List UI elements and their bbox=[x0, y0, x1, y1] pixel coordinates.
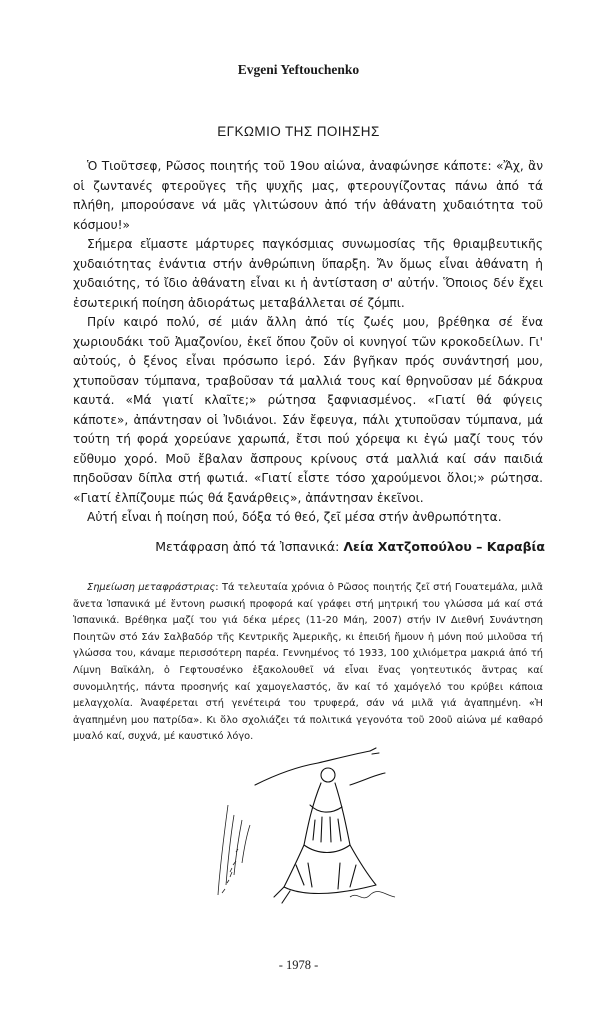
poem-title: ΕΓΚΩΜΙΟ ΤΗΣ ΠΟΙΗΣΗΣ bbox=[217, 124, 380, 139]
paragraph-4: Αὐτή εἶναι ἡ ποίηση πού, δόξα τό θεό, ζεῖ μέσα στήν ἀνθρωπότητα. bbox=[87, 510, 502, 524]
essay-body bbox=[73, 157, 543, 528]
translator-note bbox=[73, 580, 543, 746]
author-name: Evgeni Yeftouchenko bbox=[237, 62, 360, 77]
translation-credit bbox=[155, 539, 545, 554]
paragraph-2: Σήμερα εἴμαστε μάρτυρες παγκόσμιας συνωμοσίας τῆς θριαμβευτικῆς χυδαιότητας ἐνάντια στήν ἀνθρώπινη ὕπαρξη. Ἄν ὅμως εἶναι ἀθάνατη ἡ χυδαιότης, τό ἴδιο ἀθάνατη εἶναι κι ἡ ἀντίσταση σ' αὐτήν. Ὅποιος δέν ἔχει ἐσωτερική ποίηση ἀδιοράτως μεταβάλλεται σέ ζόμπι. bbox=[73, 237, 543, 310]
page-number: - 1978 - bbox=[278, 958, 319, 972]
note-label: Σημείωση μεταφράστριας bbox=[87, 582, 216, 593]
translator-name: Λεία Χατζοπούλου – Καραβία bbox=[343, 539, 545, 554]
note-text: : Τά τελευταία χρόνια ὁ Ρῶσος ποιητής ζεῖ στή Γουατεμάλα, μιλᾶ ἄνετα Ἰσπανικά μέ ἔντονη ρωσική προφορά καί γράφει στή μητρική του γλώσσα μά καί στά Ἰσπανικά. Βρέθηκα μαζί του γιά δέκα μέρες (11-20 Μάη, 2007) στήν IV Διεθνή Συνάντηση Ποιητῶν στό Σάν Σαλβαδόρ τῆς Κεντρικῆς Ἀμερικῆς, κι ἐπειδή ἤμουν ἡ μόνη πού μιλοῦσα τή γλώσσα του, κάναμε περισσότερη παρέα. Γεννημένος τό 1933, 100 χιλιόμετρα μακριά ἀπό τή Λίμνη Βαϊκάλη, ὁ Γεφτουσένκο ἐξακολουθεῖ νά εἶναι ἕνας γοητευτικός ἄντρας καί συνομιλητής, πάντα προσηνής καί χαμογελαστός, ἄν καί τό χαμόγελό του κρύβει κάποια μελαγχολία. Ἀναφέρεται στή γενέτειρά του τρυφερά, σάν νά μιλᾶ γιά ἀγαπημένη. «Ἡ ἀγαπημένη μου πατρίδα». Κι ὅλο σχολιάζει τά πολιτικά γεγονότα τοῦ 20οῦ αἰώνα μέ καθαρό μυαλό καί, συχνά, μέ καυστικό λόγο. bbox=[73, 582, 543, 743]
paragraph-3: Πρίν καιρό πολύ, σέ μιάν ἄλλη ἀπό τίς ζωές μου, βρέθηκα σέ ἕνα χωριουδάκι τοῦ Ἀμαζονίου, ἐκεῖ ὅπου ζοῦν οἱ κυνηγοί τῶν κροκοδείλων. Γι' αὐτούς, ὁ ξένος εἶναι πρόσωπο ἱερό. Σάν βγῆκαν πρός συνάντησή μου, χτυποῦσαν τύμπανα, τραβοῦσαν τά μαλλιά τους καί θρηνοῦσαν μέ δάκρυα καυτά. «Μά γιατί κλαῖτε;» ρώτησα ξαφνιασμένος. «Γιατί θά φύγεις κάποτε», ἀπάντησαν οἱ Ἰνδιάνοι. Σάν ἔφευγα, πάλι χτυποῦσαν τύμπανα, μά τούτη τή φορά χορεύανε χαρωπά, ἔτσι πού χόρεψα κι ἐγώ μαζί τους τόν εὔθυμο χορό. Μοῦ ἔβαλαν ἄσπρους κρίνους στά μαλλιά καί σάν παιδιά πηδοῦσαν δίπλα στή φωτιά. «Γιατί εἶστε τόσο χαρούμενοι ὅλοι;» ρώτησα. «Γιατί ἐλπίζουμε πώς θά ξανάρθεις», ἀπάντησαν ἐκεῖνοι. bbox=[73, 315, 543, 505]
credit-prefix: Μετάφραση ἀπό τά Ἰσπανικά: bbox=[155, 539, 344, 554]
ink-sketch-figure-icon bbox=[200, 745, 410, 910]
paragraph-1: Ὁ Τιοῦτσεφ, Ρῶσος ποιητής τοῦ 19ου αἰώνα, ἀναφώνησε κάποτε: «Ἄχ, ἂν οἱ ζωντανές φτεροῦγες τῆς ψυχῆς μας, φτερουγίζοντας πάνω ἀπό τά πλήθη, μπορούσανε νά μᾶς γλιτώσουν ἀπό τήν ἀθάνατη χυδαιότητα τοῦ κόσμου!» bbox=[73, 159, 543, 232]
